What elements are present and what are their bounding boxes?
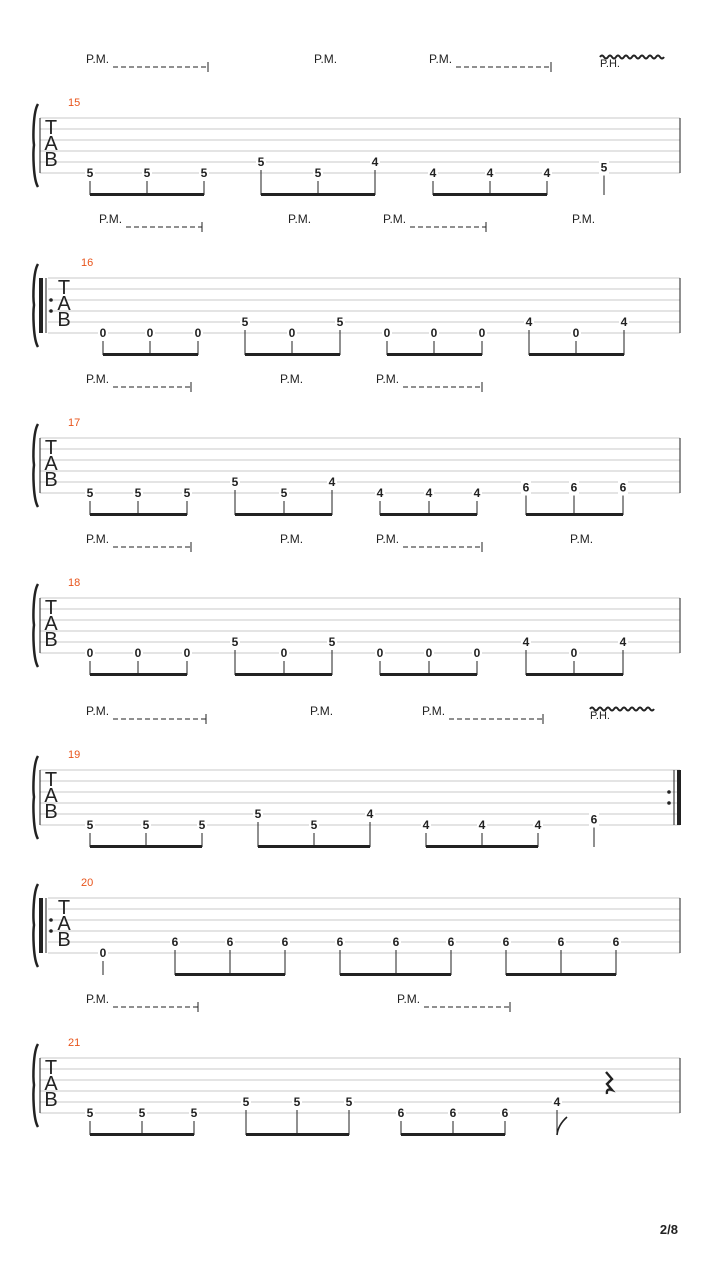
fret-number: 0	[425, 646, 433, 660]
fret-number: 5	[242, 1095, 250, 1109]
fret-number: 5	[198, 818, 206, 832]
note-beam	[90, 845, 202, 848]
note-beam	[258, 845, 370, 848]
fret-number: 6	[397, 1106, 405, 1120]
fret-number: 6	[570, 480, 578, 495]
fret-number: 0	[288, 326, 296, 340]
note-beam	[90, 1133, 194, 1136]
fret-number: 4	[553, 1095, 561, 1109]
tab-clef-letter: B	[44, 469, 58, 491]
note-beam	[90, 673, 187, 676]
fret-number: 6	[171, 935, 179, 949]
measure-number: 18	[68, 577, 81, 589]
note-beam	[340, 973, 451, 976]
quarter-rest-icon	[606, 1072, 612, 1094]
tab-clef-letter: T	[57, 897, 71, 919]
repeat-dot	[667, 801, 671, 805]
fret-number: 6	[501, 1106, 509, 1120]
fret-number: 4	[328, 475, 336, 489]
repeat-dot	[49, 929, 53, 933]
tab-clef-letter: T	[44, 597, 58, 619]
palm-mute-label: P.M.	[86, 992, 110, 1006]
fret-number: 5	[328, 635, 336, 649]
fret-number: 4	[620, 315, 628, 329]
note-beam	[235, 673, 332, 676]
fret-number: 0	[280, 646, 288, 660]
system-brace	[33, 884, 38, 967]
system-brace	[33, 424, 38, 507]
note-beam	[433, 193, 547, 196]
repeat-start-thick-bar	[39, 898, 43, 953]
fret-number: 5	[231, 475, 239, 489]
repeat-dot	[667, 790, 671, 794]
palm-mute-label: P.M.	[99, 212, 123, 226]
measure-number: 17	[68, 417, 81, 429]
fret-number: 4	[543, 166, 551, 180]
fret-number: 5	[200, 166, 208, 180]
note-beam	[401, 1133, 505, 1136]
note-beam	[90, 193, 204, 196]
note-beam	[380, 513, 477, 516]
palm-mute-label: P.M.	[310, 704, 334, 718]
fret-number: 5	[86, 1106, 94, 1120]
measure-number: 15	[68, 97, 81, 109]
tab-clef-letter: A	[44, 1073, 58, 1095]
note-beam	[103, 353, 198, 356]
fret-number: 5	[254, 807, 262, 821]
tab-clef-letter: A	[44, 613, 58, 635]
fret-number: 4	[366, 807, 374, 821]
fret-number: 4	[376, 486, 384, 500]
tab-clef-letter: B	[44, 801, 58, 823]
repeat-end-thick-bar	[677, 770, 681, 825]
fret-number: 5	[314, 166, 322, 180]
palm-mute-label: P.M.	[397, 992, 421, 1006]
fret-number: 6	[502, 935, 510, 949]
repeat-dot	[49, 309, 53, 313]
system-brace	[33, 264, 38, 347]
fret-number: 5	[231, 635, 239, 649]
fret-number: 5	[280, 486, 288, 500]
fret-number: 0	[86, 646, 94, 660]
fret-number: 0	[99, 946, 107, 960]
palm-mute-label: P.M.	[376, 372, 400, 386]
page-number: 2/8	[659, 1222, 678, 1237]
fret-number: 6	[612, 935, 620, 949]
pinch-harmonic-label: P.H.	[600, 58, 620, 70]
palm-mute-label: P.M.	[86, 704, 110, 718]
palm-mute-label: P.M.	[570, 532, 594, 546]
fret-number: 6	[336, 935, 344, 949]
palm-mute-label: P.M.	[429, 52, 453, 66]
fret-number: 5	[257, 155, 265, 169]
measure-number: 16	[81, 257, 94, 269]
fret-number: 6	[619, 480, 627, 495]
system-brace	[33, 584, 38, 667]
fret-number: 6	[557, 935, 565, 949]
fret-number: 5	[310, 818, 318, 832]
fret-number: 5	[241, 315, 249, 329]
fret-number: 0	[430, 326, 438, 340]
note-beam	[261, 193, 375, 196]
tab-clef-letter: B	[44, 149, 58, 171]
tab-clef-letter: A	[57, 293, 71, 315]
fret-number: 0	[572, 326, 580, 340]
fret-number: 5	[600, 160, 608, 175]
palm-mute-label: P.M.	[86, 372, 110, 386]
fret-number: 5	[142, 818, 150, 832]
tab-clef-letter: T	[44, 117, 58, 139]
note-beam	[387, 353, 482, 356]
tab-clef-letter: B	[57, 309, 71, 331]
tab-clef-letter: T	[44, 769, 58, 791]
fret-number: 0	[376, 646, 384, 660]
fret-number: 4	[425, 486, 433, 500]
note-beam	[90, 513, 187, 516]
fret-number: 5	[134, 486, 142, 500]
palm-mute-label: P.M.	[86, 532, 110, 546]
fret-number: 5	[293, 1095, 301, 1109]
note-beam	[529, 353, 624, 356]
fret-number: 4	[525, 315, 533, 329]
repeat-dot	[49, 918, 53, 922]
fret-number: 4	[522, 635, 530, 649]
fret-number: 6	[449, 1106, 457, 1120]
fret-number: 4	[371, 155, 379, 169]
measure-number: 20	[81, 877, 94, 889]
palm-mute-label: P.M.	[314, 52, 338, 66]
fret-number: 4	[486, 166, 494, 180]
tab-clef-letter: T	[57, 277, 71, 299]
fret-number: 0	[570, 646, 578, 660]
note-beam	[235, 513, 332, 516]
note-beam	[526, 673, 623, 676]
fret-number: 5	[190, 1106, 198, 1120]
palm-mute-label: P.M.	[86, 52, 110, 66]
tab-clef-letter: T	[44, 437, 58, 459]
fret-number: 5	[345, 1095, 353, 1109]
repeat-start-thick-bar	[39, 278, 43, 333]
tab-clef-letter: B	[44, 629, 58, 651]
note-beam	[245, 353, 340, 356]
palm-mute-label: P.M.	[288, 212, 312, 226]
tab-clef-letter: T	[44, 1057, 58, 1079]
note-beam	[426, 845, 538, 848]
system-brace	[33, 756, 38, 839]
fret-number: 4	[478, 818, 486, 832]
palm-mute-label: P.M.	[422, 704, 446, 718]
palm-mute-label: P.M.	[376, 532, 400, 546]
fret-number: 4	[422, 818, 430, 832]
fret-number: 6	[590, 812, 598, 827]
tab-clef-letter: A	[44, 453, 58, 475]
fret-number: 0	[134, 646, 142, 660]
fret-number: 0	[383, 326, 391, 340]
fret-number: 5	[138, 1106, 146, 1120]
system-brace	[33, 104, 38, 187]
palm-mute-label: P.M.	[383, 212, 407, 226]
fret-number: 4	[473, 486, 481, 500]
fret-number: 4	[534, 818, 542, 832]
fret-number: 6	[226, 935, 234, 949]
note-flag	[557, 1117, 567, 1135]
note-beam	[175, 973, 285, 976]
fret-number: 0	[473, 646, 481, 660]
tab-clef-letter: A	[44, 785, 58, 807]
fret-number: 5	[86, 818, 94, 832]
fret-number: 5	[86, 486, 94, 500]
fret-number: 6	[522, 480, 530, 495]
tab-clef-letter: A	[44, 133, 58, 155]
system-brace	[33, 1044, 38, 1127]
tab-clef-letter: A	[57, 913, 71, 935]
fret-number: 5	[86, 166, 94, 180]
fret-number: 6	[447, 935, 455, 949]
palm-mute-label: P.M.	[280, 372, 304, 386]
fret-number: 0	[478, 326, 486, 340]
fret-number: 5	[143, 166, 151, 180]
fret-number: 0	[194, 326, 202, 340]
measure-number: 19	[68, 749, 81, 761]
note-beam	[246, 1133, 349, 1136]
fret-number: 5	[336, 315, 344, 329]
fret-number: 0	[99, 326, 107, 340]
tab-clef-letter: B	[57, 929, 71, 951]
fret-number: 6	[281, 935, 289, 949]
measure-number: 21	[68, 1037, 81, 1049]
note-beam	[380, 673, 477, 676]
note-beam	[526, 513, 623, 516]
fret-number: 4	[429, 166, 437, 180]
fret-number: 0	[183, 646, 191, 660]
fret-number: 6	[392, 935, 400, 949]
pinch-harmonic-label: P.H.	[590, 710, 610, 722]
fret-number: 4	[619, 635, 627, 649]
note-beam	[506, 973, 616, 976]
palm-mute-label: P.M.	[280, 532, 304, 546]
palm-mute-label: P.M.	[572, 212, 596, 226]
repeat-dot	[49, 298, 53, 302]
tab-clef-letter: B	[44, 1089, 58, 1111]
fret-number: 0	[146, 326, 154, 340]
fret-number: 5	[183, 486, 191, 500]
